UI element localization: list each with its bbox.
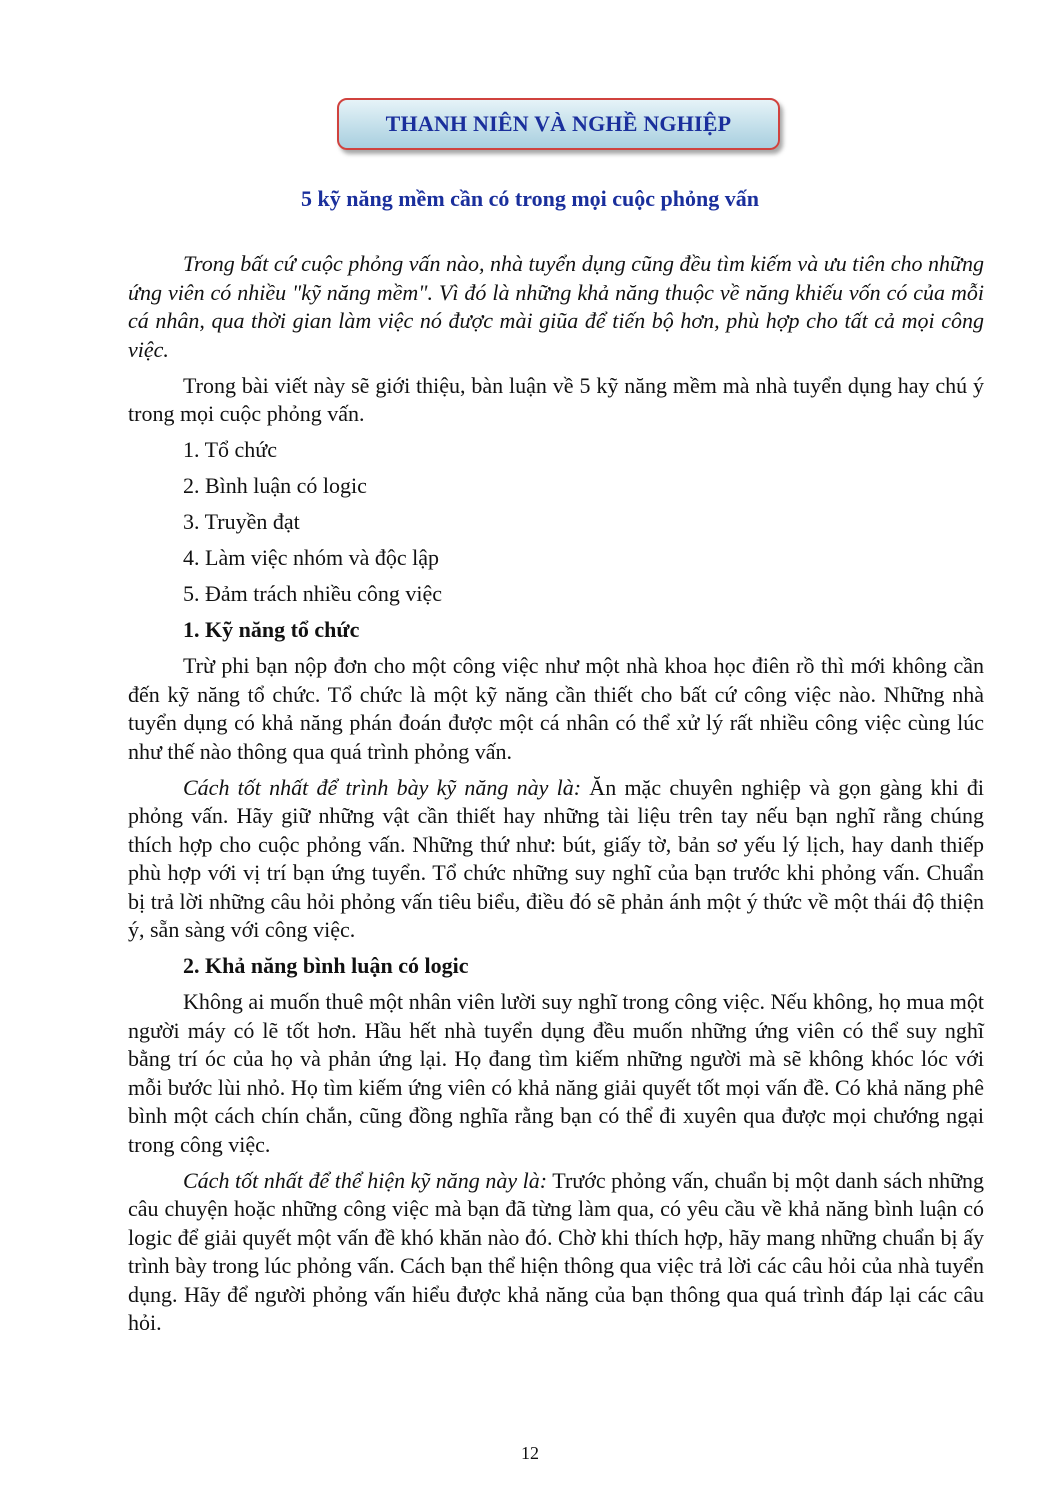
tip-text: Trước phỏng vấn, chuẩn bị một danh sách những câu chuyện hoặc những công việc mà bạn đã từng làm qua, có yêu cầu về khả năng bình luận có logic để giải quyết một vấn đề khó khăn nào đó. Chờ khi thích hợp, hãy mang những chuẩn bị ấy trình bày trong lúc phỏng vấn. Cách bạn thể hiện thông qua việc trả lời các câu hỏi của nhà tuyển dụng. Hãy để người phỏng vấn hiểu được khả năng của bạn thông qua quá trình đáp lại các câu hỏi. (128, 1167, 985, 1335)
page-number: 12 (521, 1443, 539, 1463)
list-item: 5. Đảm trách nhiều công việc (183, 581, 443, 606)
list-item: 4. Làm việc nhóm và độc lập (183, 545, 439, 570)
article-body (128, 250, 984, 1345)
lead-paragraph: Trong bài viết này sẽ giới thiệu, bàn luận về 5 kỹ năng mềm mà nhà tuyển dụng hay chú ý trong mọi cuộc phỏng vấn. (128, 372, 984, 426)
article-title: 5 kỹ năng mềm cần có trong mọi cuộc phỏng vấn (301, 186, 759, 211)
list-item: 2. Bình luận có logic (183, 473, 367, 498)
section-banner-label: THANH NIÊN VÀ NGHỀ NGHIỆP (385, 111, 732, 136)
section-heading: 1. Kỹ năng tổ chức (183, 617, 360, 642)
list-item: 1. Tổ chức (183, 437, 277, 462)
tip-label: Cách tốt nhất để thể hiện kỹ năng này là: (183, 1167, 548, 1193)
section-paragraph: Trừ phi bạn nộp đơn cho một công việc như một nhà khoa học điên rồ thì mới không cần đến kỹ năng tổ chức. Tổ chức là một kỹ năng cần thiết cho bất cứ công việc nào. Những nhà tuyển dụng có khả năng phán đoán được một cá nhân có thể xử lý rất nhiều công việc cùng lúc như thế nào thông qua quá trình phỏng vấn. (128, 653, 984, 764)
tip-text: Ăn mặc chuyên nghiệp và gọn gàng khi đi phỏng vấn. Hãy giữ những vật cần thiết hay những tài liệu trên tay nếu bạn nghĩ rằng chúng thích hợp cho cuộc phỏng vấn. Những thứ như: bút, giấy tờ, bản sơ yếu lý lịch, hay danh thiếp phù hợp với vị trí bạn ứng tuyển. Tổ chức những suy nghĩ của bạn trước khi phỏng vấn. Chuẩn bị trả lời những câu hỏi phỏng vấn tiêu biểu, điều đó sẽ phản ánh một ý thức về một thái độ thiện ý, sẵn sàng với công việc. (128, 774, 984, 942)
section-banner (337, 98, 780, 150)
tip-paragraph (128, 774, 984, 945)
tip-label: Cách tốt nhất để trình bày kỹ năng này là: (183, 774, 582, 800)
section-paragraph: Không ai muốn thuê một nhân viên lười suy nghĩ trong công việc. Nếu không, họ mua một người máy có lẽ tốt hơn. Hầu hết nhà tuyển dụng đều muốn những ứng viên có thể suy nghĩ bằng trí óc của họ và phản ứng lại. Họ đang tìm kiếm những người mà sẽ không khóc lóc với mỗi bước lùi nhỏ. Họ tìm kiếm ứng viên có khả năng giải quyết tốt mọi vấn đề. Có khả năng phê bình một cách chín chắn, cũng đồng nghĩa rằng bạn có thể đi xuyên qua được mọi chướng ngại trong công việc. (128, 989, 984, 1157)
intro-paragraph: Trong bất cứ cuộc phỏng vấn nào, nhà tuyển dụng cũng đều tìm kiếm và ưu tiên cho những ứng viên có nhiều "kỹ năng mềm". Vì đó là những khả năng thuộc về năng khiếu vốn có của mỗi cá nhân, qua thời gian làm việc nó được mài giũa để tiến bộ hơn, phù hợp cho tất cả mọi công việc. (128, 251, 984, 362)
tip-paragraph (128, 1167, 984, 1338)
section-heading: 2. Khả năng bình luận có logic (183, 953, 469, 978)
list-item: 3. Truyền đạt (183, 509, 300, 534)
